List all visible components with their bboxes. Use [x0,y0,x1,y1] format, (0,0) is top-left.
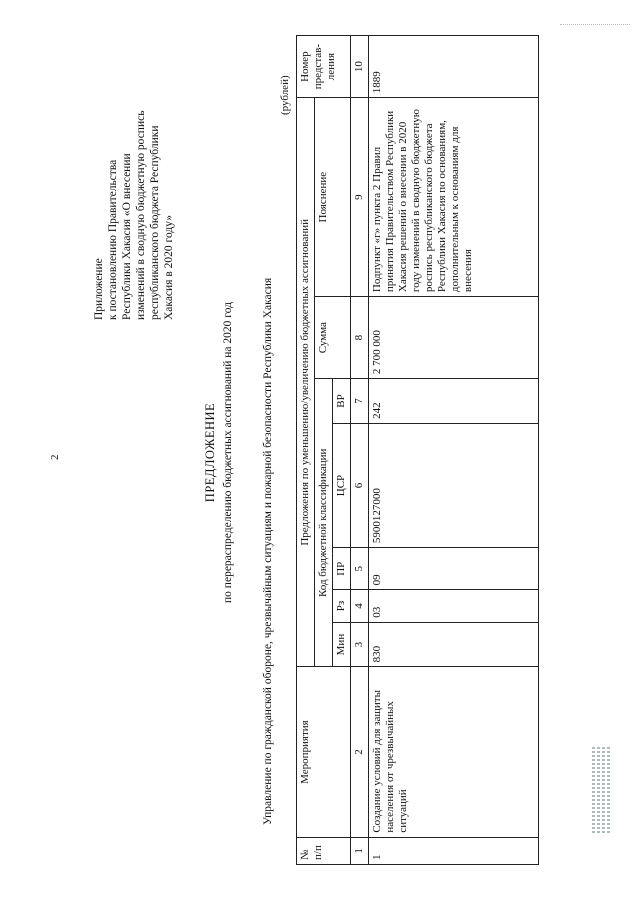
document-title: ПРЕДЛОЖЕНИЕ [203,402,217,503]
cell-num: 1 [369,837,539,864]
appendix-line: республиканского бюджета Республики [149,125,161,320]
appendix-line: Приложение [93,258,105,320]
document-subtitle: по перераспределению бюджетных ассигнований на 2020 год [222,302,234,603]
header-pr: ПР [333,548,351,590]
currency-unit: (рублей) [279,75,291,115]
cell-sum: 2 700 000 [369,297,539,379]
appendix-block [92,70,176,320]
column-number: 10 [351,36,369,98]
column-number: 9 [351,98,369,297]
column-number: 2 [351,667,369,837]
scan-edge-mark [560,14,630,25]
column-number: 1 [351,837,369,864]
cell-event: Создание условий для защиты населения от чрезвычайных ситуаций [369,667,539,837]
column-number-row [351,36,369,865]
table-row [369,36,539,865]
appendix-line: Республики Хакасия «О внесении [121,153,133,320]
cell-repr: 1889 [369,36,539,98]
cell-min: 830 [369,622,539,667]
header-vr: ВР [333,379,351,424]
scanned-stamp-mark [590,745,620,833]
column-number: 4 [351,590,369,622]
column-number: 7 [351,379,369,424]
header-proposals: Предложения по уменьшению/увеличению бюджетных ассигнований [297,98,315,667]
appendix-line: изменений в сводную бюджетную роспись [135,110,147,320]
header-sum: Сумма [315,297,351,379]
appendix-line: к постановлению Правительства [107,159,119,320]
department-name: Управление по гражданской обороне, чрезвычайным ситуациям и пожарной безопасности Республики Хакасия [262,277,274,825]
cell-pr: 09 [369,548,539,590]
cell-rz: 03 [369,590,539,622]
page-number: 2 [49,454,61,460]
header-row-1 [297,36,315,865]
header-repr: Номер представ-ления [297,36,351,98]
header-csr: ЦСР [333,423,351,547]
cell-note: Подпункт «г» пункта 2 Правил принятия Правительством Республики Хакасия решений о внесении в 2020 году изменений в сводную бюджетную роспись республиканского бюджета Республики Хакасия по основаниям, дополнительным к основаниям для внесения [369,98,539,297]
column-number: 6 [351,423,369,547]
header-min: Мин [333,622,351,667]
appendix-line: Хакасия в 2020 году» [163,214,175,320]
column-number: 8 [351,297,369,379]
column-number: 5 [351,548,369,590]
header-num: № п/п [297,837,351,864]
header-code: Код бюджетной классификации [315,379,333,667]
header-note: Пояснение [315,98,351,297]
cell-vr: 242 [369,379,539,424]
cell-csr: 5900127000 [369,423,539,547]
proposal-table [296,35,539,865]
header-rz: Рз [333,590,351,622]
header-event: Мероприятия [297,667,351,837]
column-number: 3 [351,622,369,667]
